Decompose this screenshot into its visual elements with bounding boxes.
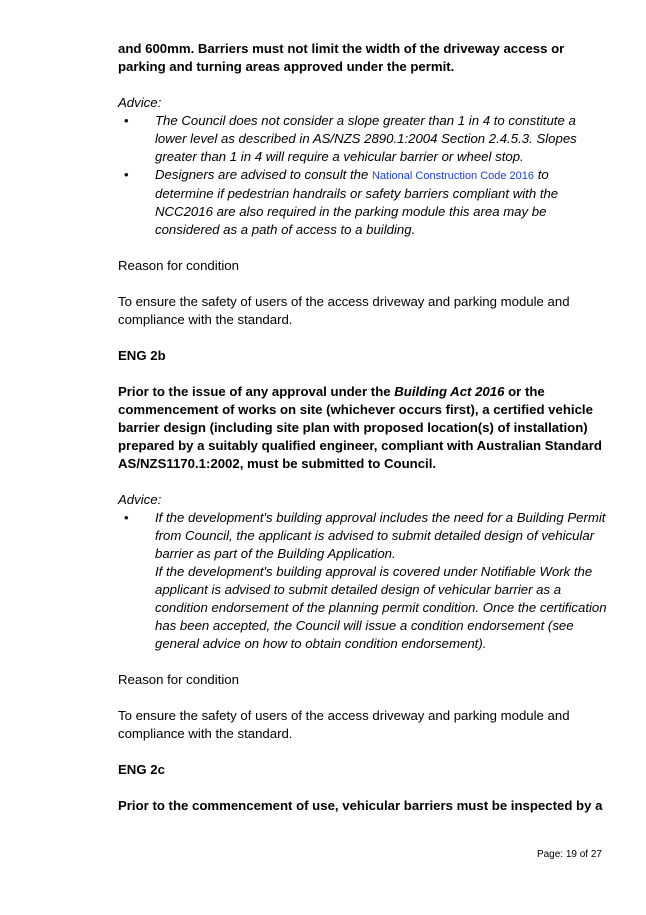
building-act-title: Building Act 2016 (394, 384, 505, 399)
page-number: Page: 19 of 27 (536, 849, 602, 860)
eng-2b-condition: Prior to the issue of any approval under the Building Act 2016 or the commencement of works on site (whichever occurs first), a certified vehicle barrier design (including site plan with proposed location(s) of installation) prepared by a suitably qualified engineer, compliant with Australian Standard AS/NZS1170.1:2002, must be submitted to Council. (118, 384, 602, 471)
advice-label-2: Advice: (118, 492, 162, 507)
bullet-icon: • (124, 510, 129, 525)
reason-label: Reason for condition (118, 258, 239, 273)
ncc-link[interactable]: National Construction Code 2016 (371, 170, 535, 182)
reason-label-2: Reason for condition (118, 672, 239, 687)
advice-list-2 (118, 509, 610, 653)
eng-2c-heading: ENG 2c (118, 762, 165, 777)
paragraph-barrier-width: and 600mm. Barriers must not limit the width of the driveway access or parking and turning areas approved under the permit. (118, 41, 565, 74)
eng-2b-heading: ENG 2b (118, 348, 166, 363)
document-page (118, 40, 610, 815)
reason-text-2: To ensure the safety of users of the access driveway and parking module and compliance with the standard. (118, 708, 570, 741)
advice-label: Advice: (118, 95, 162, 110)
bullet-icon: • (124, 167, 129, 182)
reason-text: To ensure the safety of users of the access driveway and parking module and compliance with the standard. (118, 294, 570, 327)
advice-item-designers: • Designers are advised to consult the National Construction Code 2016 to determine if pedestrian handrails or safety barriers compliant with the NCC2016 are also required in the parking module this area may be considered as a path of access to a building. (124, 167, 559, 237)
bullet-icon: • (124, 113, 129, 128)
eng-2c-condition: Prior to the commencement of use, vehicular barriers must be inspected by a (118, 798, 603, 813)
advice-item-building-permit: • If the development's building approval includes the need for a Building Permit from Council, the applicant is advised to submit detailed design of vehicular barrier as part of the Building Application. If the development's building approval is covered under Notifiable Work the applicant is advised to submit detailed design of vehicular barrier as a condition endorsement of the planning permit condition. Once the certification has been accepted, the Council will issue a condition endorsement (see general advice on how to obtain condition endorsement). (124, 510, 607, 651)
advice-list-1 (118, 112, 610, 239)
advice-item-slope: • The Council does not consider a slope greater than 1 in 4 to constitute a lower level as described in AS/NZS 2890.1:2004 Section 2.4.5.3. Slopes greater than 1 in 4 will require a vehicular barrier or wheel stop. (124, 113, 577, 164)
